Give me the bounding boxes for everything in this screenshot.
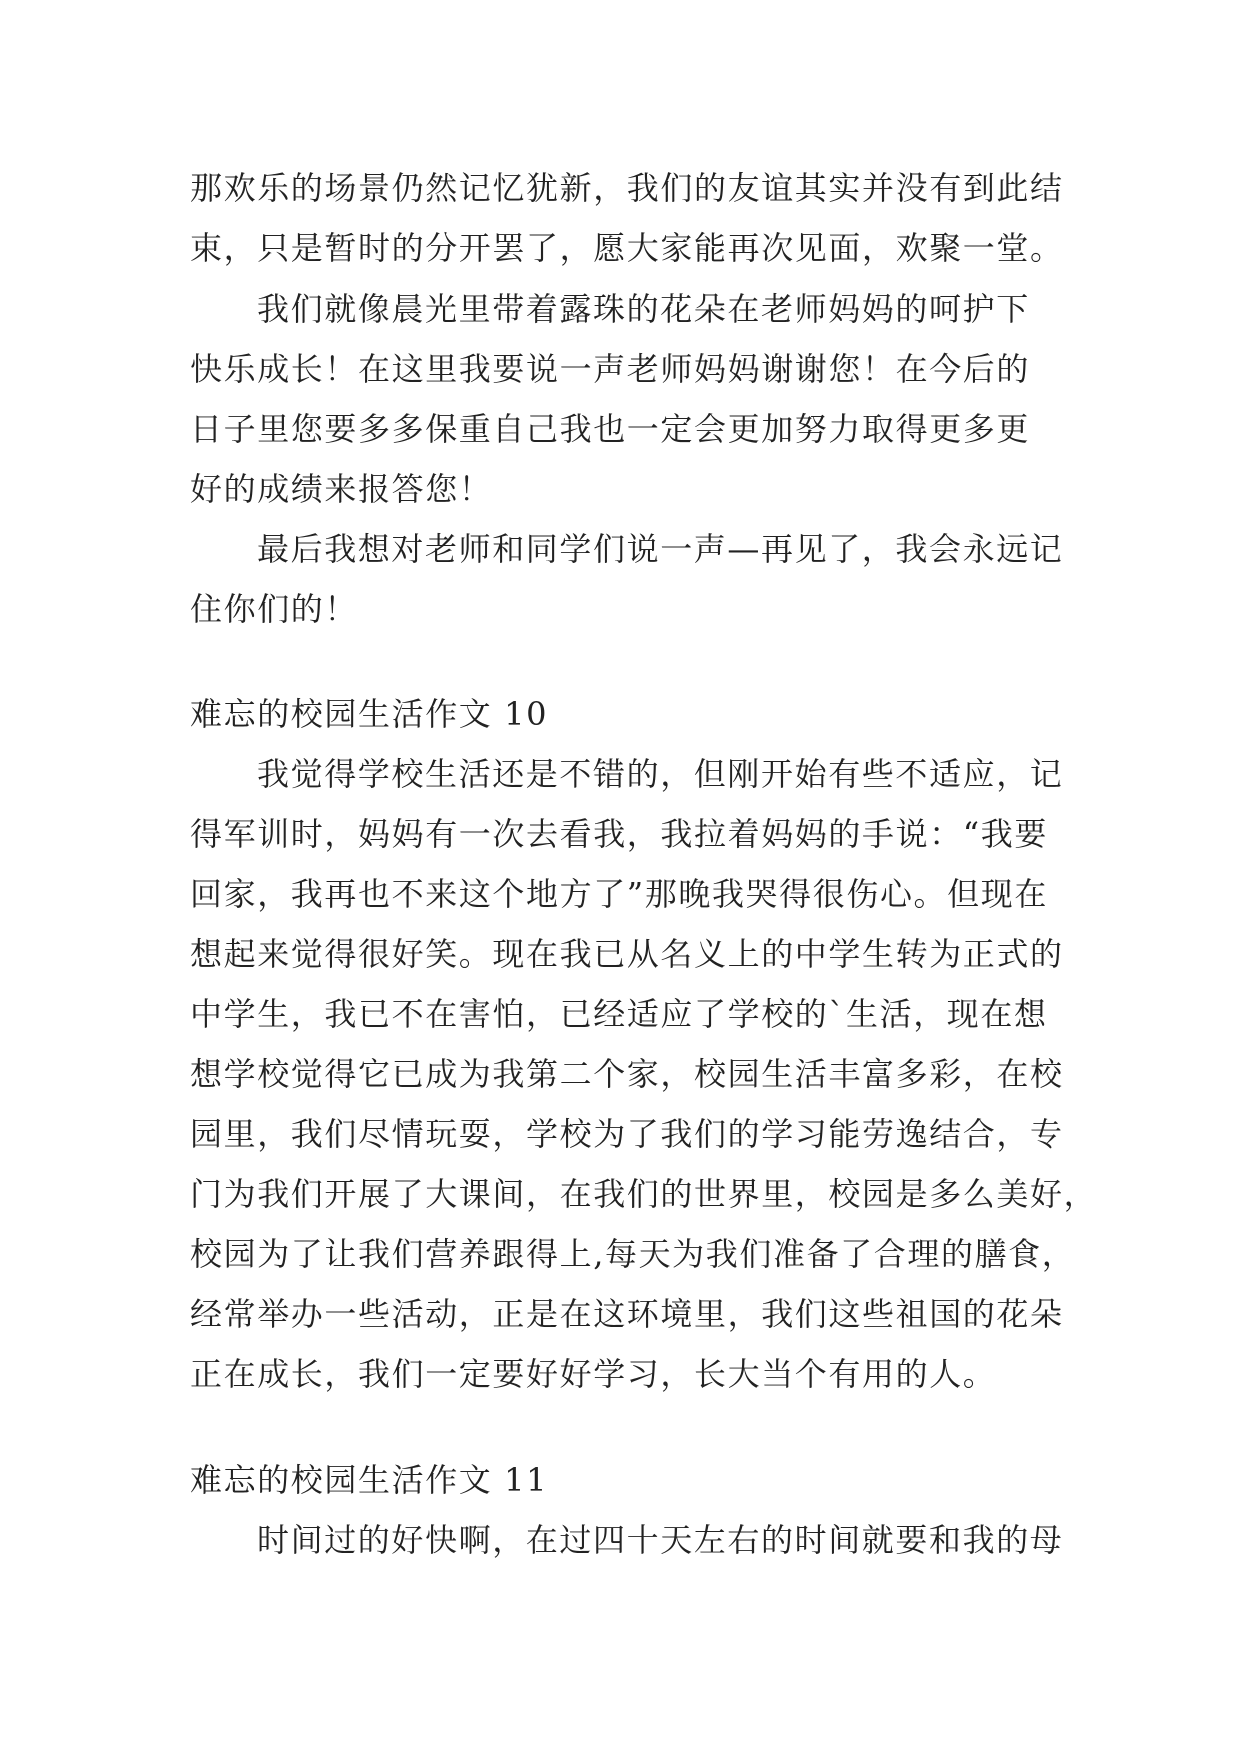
paragraph-line: 住你们的！ xyxy=(190,590,359,628)
paragraph-line: 时间过的好快啊，在过四十天左右的时间就要和我的母 xyxy=(257,1521,1064,1559)
paragraph-line: 回家，我再也不来这个地方了”那晚我哭得很伤心。但现在 xyxy=(190,875,1048,913)
paragraph-line: 快乐成长！在这里我要说一声老师妈妈谢谢您！在今后的 xyxy=(190,350,1031,388)
paragraph-line: 想学校觉得它已成为我第二个家，校园生活丰富多彩，在校 xyxy=(190,1055,1064,1093)
paragraph-line: 好的成绩来报答您！ xyxy=(190,470,493,508)
paragraph-line: 正在成长，我们一定要好好学习，长大当个有用的人。 xyxy=(190,1355,997,1393)
paragraph-line: 得军训时，妈妈有一次去看我，我拉着妈妈的手说：“我要 xyxy=(190,815,1048,853)
paragraph-line: 最后我想对老师和同学们说一声—再见了，我会永远记 xyxy=(257,530,1064,568)
paragraph-line: 我们就像晨光里带着露珠的花朵在老师妈妈的呵护下 xyxy=(257,290,1030,328)
paragraph-line: 校园为了让我们营养跟得上,每天为我们准备了合理的膳食， xyxy=(190,1235,1076,1273)
paragraph-line: 经常举办一些活动，正是在这环境里，我们这些祖国的花朵 xyxy=(190,1295,1064,1333)
section-heading: 难忘的校园生活作文 11 xyxy=(190,1461,549,1499)
paragraph-line: 中学生，我已不在害怕，已经适应了学校的`生活，现在想 xyxy=(190,995,1048,1033)
paragraph-line: 束，只是暂时的分开罢了，愿大家能再次见面，欢聚一堂。 xyxy=(190,229,1064,267)
paragraph-line: 我觉得学校生活还是不错的，但刚开始有些不适应，记 xyxy=(257,755,1064,793)
paragraph-line: 门为我们开展了大课间，在我们的世界里，校园是多么美好， xyxy=(190,1175,1098,1213)
paragraph-line: 那欢乐的场景仍然记忆犹新，我们的友谊其实并没有到此结 xyxy=(190,169,1064,207)
section-heading: 难忘的校园生活作文 10 xyxy=(190,695,549,733)
paragraph-line: 园里，我们尽情玩耍，学校为了我们的学习能劳逸结合，专 xyxy=(190,1115,1064,1153)
paragraph-line: 日子里您要多多保重自己我也一定会更加努力取得更多更 xyxy=(190,410,1031,448)
paragraph-line: 想起来觉得很好笑。现在我已从名义上的中学生转为正式的 xyxy=(190,935,1064,973)
